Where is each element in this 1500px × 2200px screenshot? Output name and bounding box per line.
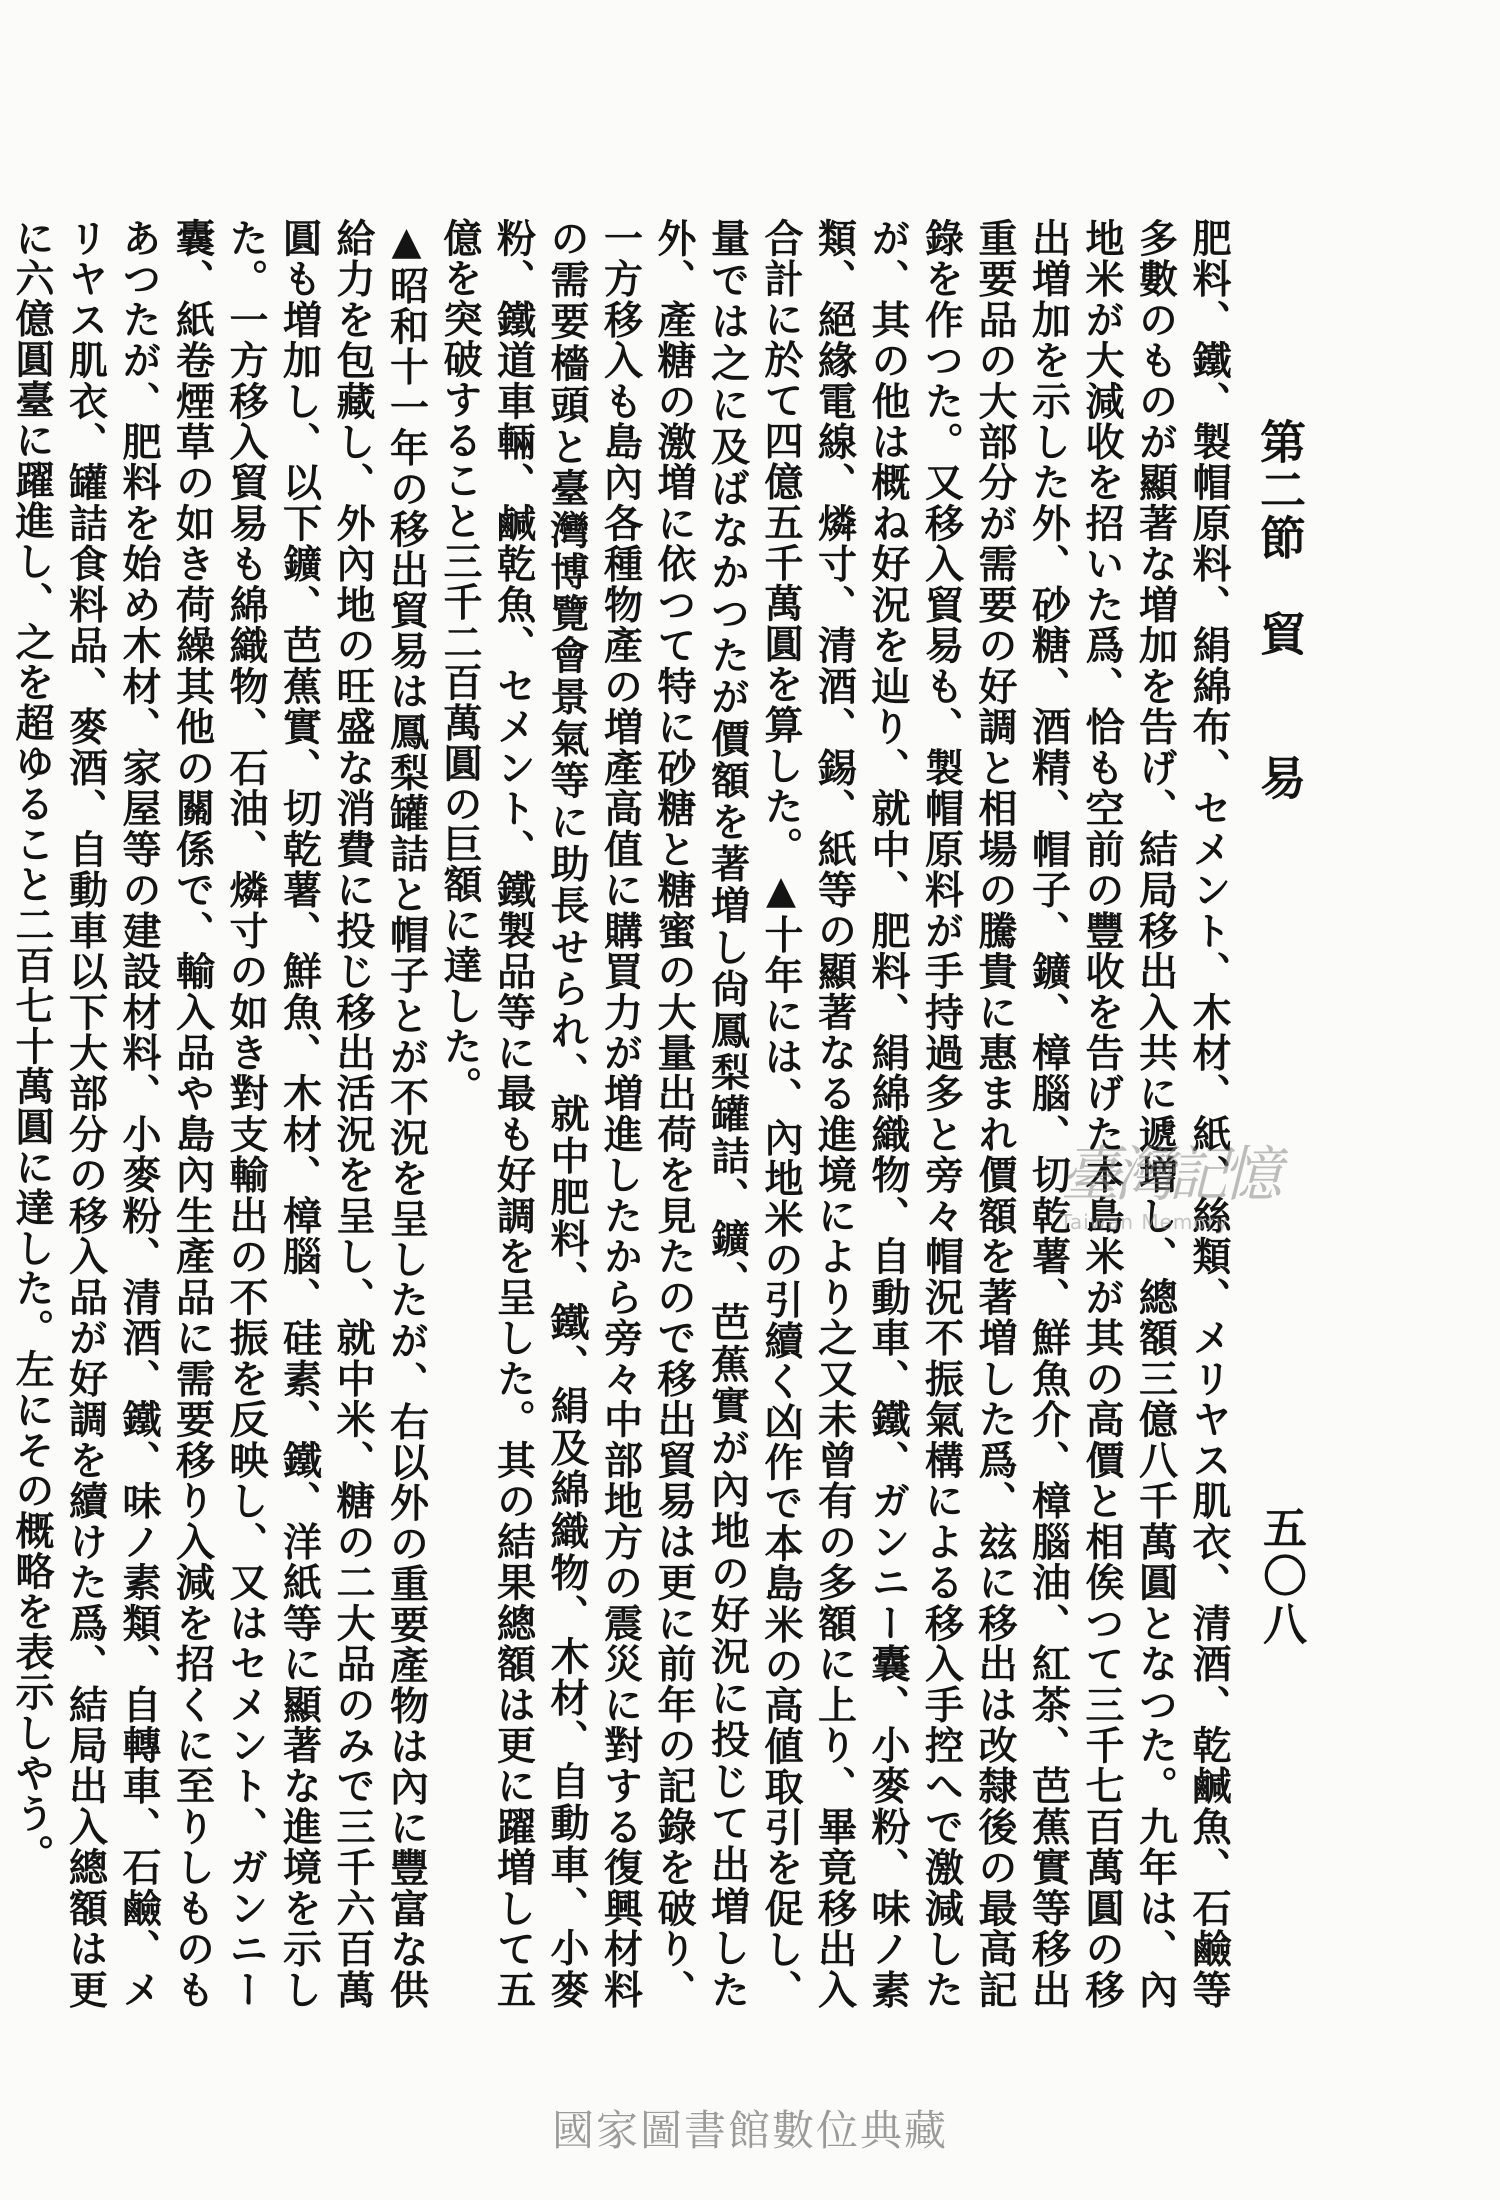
- running-title: 第二節 貿 易: [1253, 418, 1307, 802]
- page-number: 五〇八: [1255, 1505, 1306, 1649]
- footer-attribution: 國家圖書館數位典藏: [551, 2106, 948, 2155]
- paragraph: ▲昭和十一年の移出貿易は鳳梨罐詰と帽子とが不況を呈したが、右以外の重要產物は內に豐富な供給力を包藏し、外內地の旺盛な消費に投じ移出活況を呈し、就中米、糖の二大品のみで三千六百萬圓も増加し、以下鑛、芭蕉實、切乾薯、鮮魚、木材、樟腦、硅素、鐵、洋紙等に顯著な進境を示した。一方移入貿易も綿織物、石油、燐寸の如き對支輸出の不振を反映し、又はセメント、ガンニー囊、紙卷煙草の如き荷繰其他の關係で、輸入品や島內生產品に需要移り入減を招くに至りしものもあつたが、肥料を始め木材、家屋等の建設材料、小麥粉、清酒、鐵、味ノ素類、自轉車、石鹼、メリヤス肌衣、罐詰食料品、麥酒、自動車以下大部分の移入品が好調を續けた爲、結局出入總額は更に六億圓臺に躍進し、之を超ゆること二百七十萬圓に達した。左にその概略を表示しやう。: [9, 218, 430, 2010]
- watermark-mark: 臺灣記憶: [1060, 1140, 1276, 1210]
- body-text: [9, 218, 1235, 2010]
- page-header: [1250, 418, 1310, 802]
- watermark-subtitle: Taiwan Memory: [1060, 1210, 1229, 1234]
- paragraph: 肥料、鐵、製帽原料、絹綿布、セメント、木材、紙、絲類、メリヤス肌衣、清酒、乾鹹魚、石鹼等多數のものが顯著な増加を告げ、結局移出入共に遞増し、總額三億八千萬圓となつた。九年は、內地米が大減收を招いた爲、恰も空前の豐收を告げた本島米が其の高價と相俟つて三千七百萬圓の移出増加を示した外、砂糖、酒精、帽子、鑛、樟腦、切乾薯、鮮魚介、樟腦油、紅茶、芭蕉實等移出重要品の大部分が需要の好調と相場の騰貴に惠まれ價額を著増した爲、玆に移出は改隸後の最高記錄を作つた。又移入貿易も、製帽原料が手持過多と旁々帽況不振氣構による移入手控へで激減したが、其の他は概ね好況を辿り、就中、肥料、絹綿織物、自動車、鐵、ガンニー囊、小麥粉、味ノ素類、絕緣電線、燐寸、清酒、錫、紙等の顯著なる進境により之又未曾有の多額に上り、畢竟移出入合計に於て四億五千萬圓を算した。▲十年には、內地米の引續く凶作で本島米の高値取引を促し、量では之に及ばなかつたが價額を著増し尙鳳梨罐詰、鑛、芭蕉實が內地の好況に投じて出増した外、產糖の激増に依つて特に砂糖と糖蜜の大量出荷を見たので移出貿易は更に前年の記錄を破り、一方移入も島內各種物產の増產高值に購買力が増進したから旁々中部地方の震災に對する復興材料の需要檣頭と臺灣博覽會景氣等に助長せられ、就中肥料、鐵、絹及綿織物、木材、自動車、小麥粉、鐵道車輛、鹹乾魚、セメント、鐵製品等に最も好調を呈した。其の結果總額は更に躍増して五億を突破すること三千二百萬圓の巨額に達した。: [437, 218, 1232, 2010]
